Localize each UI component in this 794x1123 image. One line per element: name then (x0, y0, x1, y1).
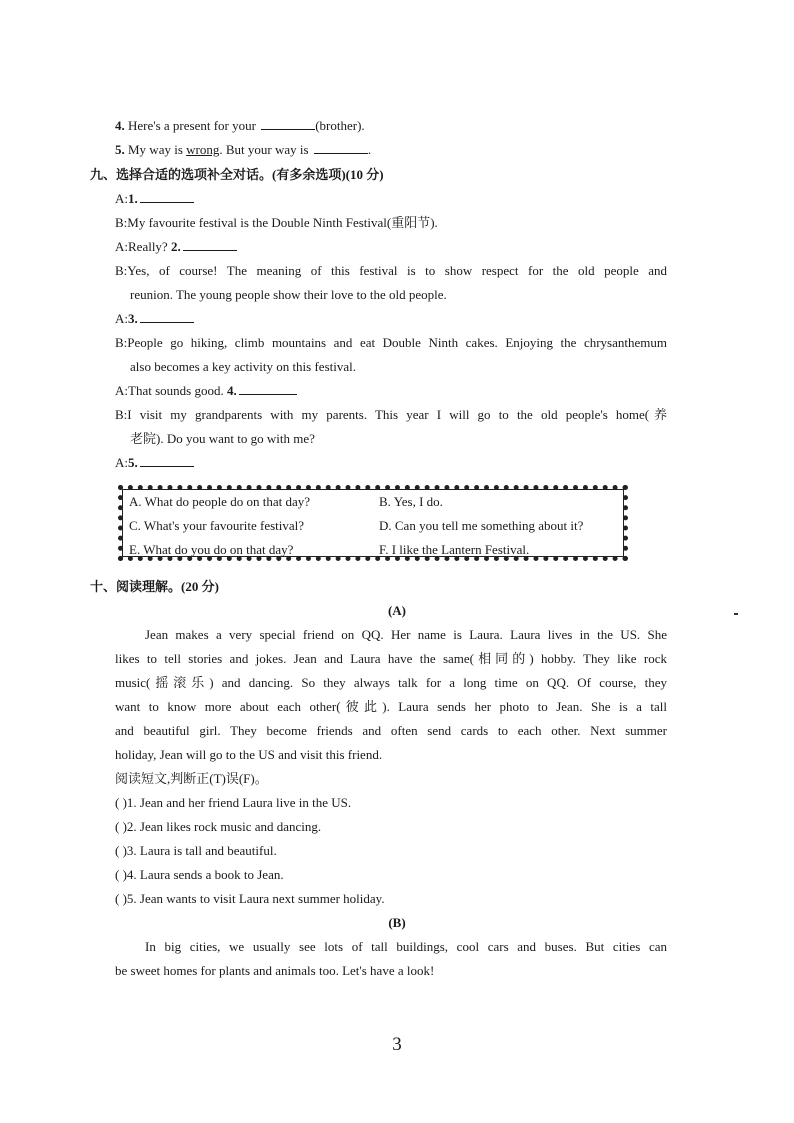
tf-item[interactable]: ( )4. Laura sends a book to Jean. (115, 867, 284, 882)
item-text: Here's a present for your (128, 118, 260, 133)
option-f: F. I like the Lantern Festival. (379, 542, 530, 557)
question-number: 2. (170, 239, 181, 254)
dialogue-text: reunion. The young people show their love to the old people. (130, 287, 447, 302)
item-number: 4. (115, 118, 125, 133)
speaker: A: (115, 191, 128, 206)
passage-a-line: music(摇滚乐) and dancing. So they always talk for a long time on QQ. Of course, they (115, 675, 667, 690)
dialogue-text: Really? (128, 239, 171, 254)
answer-blank[interactable] (140, 310, 194, 323)
question-number: 3. (128, 311, 138, 326)
dialogue-line (115, 214, 438, 232)
dialogue-line (130, 430, 315, 448)
part-a-label: (A) (387, 603, 407, 618)
dialogue-line (115, 382, 297, 400)
dialogue-line (115, 334, 667, 352)
underlined-word: wrong (186, 142, 220, 157)
tf-item[interactable]: ( )3. Laura is tall and beautiful. (115, 843, 277, 858)
answer-blank[interactable] (183, 238, 237, 251)
dialogue-text: Yes, of course! The meaning of this festival is to show respect for the old people and (127, 263, 667, 278)
page-number: 3 (392, 1034, 402, 1055)
section-9-heading: 九、选择合适的选项补全对话。(有多余选项)(10 分) (90, 167, 384, 182)
item-text: (brother). (315, 118, 365, 133)
speaker: B: (115, 407, 128, 422)
dialogue-text: People go hiking, climb mountains and eat Double Ninth cakes. Enjoying the chrysanthemum (127, 335, 667, 350)
dialogue-line (115, 454, 194, 472)
tf-item[interactable]: ( )5. Jean wants to visit Laura next summer holiday. (115, 891, 385, 906)
option-a: A. What do people do on that day? (129, 494, 310, 509)
speaker: A: (115, 311, 128, 326)
part-b-label: (B) (388, 915, 406, 930)
passage-a-line: want to know more about each other(彼此). Laura sends her photo to Jean. She is a tall (115, 699, 667, 714)
dialogue-line (115, 262, 667, 280)
answer-blank[interactable] (314, 141, 368, 154)
speaker: A: (115, 455, 128, 470)
question-number: 1. (128, 191, 138, 206)
answer-blank[interactable] (261, 117, 315, 130)
item-text: . (367, 142, 372, 157)
speaker: B: (115, 335, 128, 350)
passage-b-line: be sweet homes for plants and animals too. Let's have a look! (115, 963, 435, 978)
answer-blank[interactable] (140, 454, 194, 467)
answer-blank[interactable] (140, 190, 194, 203)
option-d: D. Can you tell me something about it? (379, 518, 584, 533)
passage-a-line: and beautiful girl. They become friends and often send cards to each other. Next summer (115, 723, 667, 738)
tf-instruction: 阅读短文,判断正(T)误(F)。 (115, 771, 268, 786)
speaker: A: (115, 383, 128, 398)
question-number: 4. (226, 383, 237, 398)
passage-a-line: holiday, Jean will go to the US and visit this friend. (115, 747, 383, 762)
fill-item-4 (115, 117, 365, 135)
speaker: B: (115, 215, 128, 230)
passage-a-line: Jean makes a very special friend on QQ. Her name is Laura. Laura lives in the US. She (145, 627, 667, 642)
dialogue-text: 老院). Do you want to go with me? (130, 431, 315, 446)
fill-item-5 (115, 141, 371, 159)
item-number: 5. (115, 142, 125, 157)
dialogue-line (130, 358, 356, 376)
dialogue-text: I visit my grandparents with my parents. This year I will go to the old people's home(养 (127, 407, 667, 422)
question-number: 5. (128, 455, 138, 470)
item-text: My way is (128, 142, 187, 157)
options-box (118, 485, 628, 561)
speaker: B: (115, 263, 128, 278)
dialogue-text: My favourite festival is the Double Ninth Festival(重阳节). (127, 215, 438, 230)
passage-a-line: likes to tell stories and jokes. Jean and Laura have the same(相同的) hobby. They like rock (115, 651, 667, 666)
option-c: C. What's your favourite festival? (129, 518, 305, 533)
passage-b-line: In big cities, we usually see lots of tall buildings, cool cars and buses. But cities can (145, 939, 667, 954)
speaker: A: (115, 239, 128, 254)
dialogue-text: also becomes a key activity on this festival. (130, 359, 356, 374)
stray-mark (734, 613, 738, 615)
dialogue-line (115, 406, 667, 424)
dialogue-line (115, 310, 194, 328)
dialogue-text: That sounds good. (128, 383, 227, 398)
answer-blank[interactable] (239, 382, 297, 395)
option-b: B. Yes, I do. (379, 494, 443, 509)
dialogue-line (130, 286, 447, 304)
dialogue-line (115, 238, 237, 256)
option-e: E. What do you do on that day? (129, 542, 294, 557)
tf-item[interactable]: ( )2. Jean likes rock music and dancing. (115, 819, 322, 834)
section-10-heading: 十、阅读理解。(20 分) (90, 579, 219, 594)
tf-item[interactable]: ( )1. Jean and her friend Laura live in the US. (115, 795, 352, 810)
item-text: . But your way is (219, 142, 312, 157)
dialogue-line (115, 190, 194, 208)
